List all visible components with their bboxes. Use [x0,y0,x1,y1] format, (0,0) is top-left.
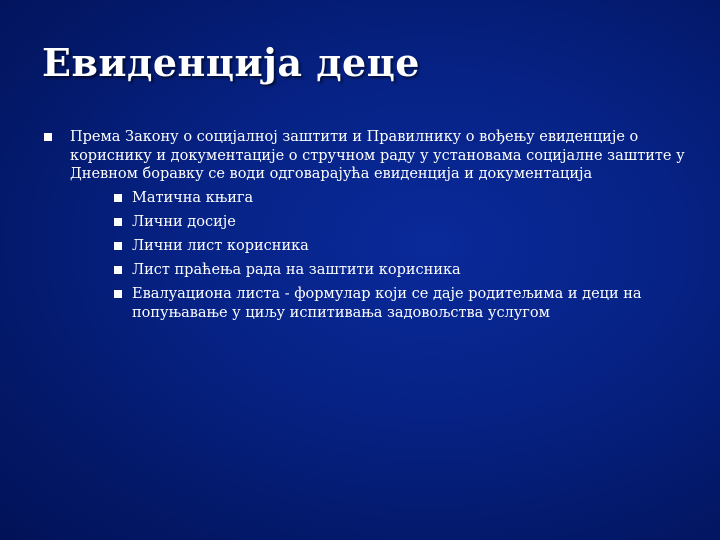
square-bullet-icon [114,242,122,250]
slide-title: Евиденција деце [42,40,420,85]
sub-bullet-item [44,282,694,323]
sub-bullet-item [44,186,694,210]
sub-bullet-item [44,210,694,234]
square-bullet-icon [114,290,122,298]
sub-bullet-list [44,186,694,323]
sub-bullet-item [44,234,694,258]
sub-bullet-text: Лични досије [132,213,236,230]
sub-bullet-text: Матична књига [132,189,254,206]
sub-bullet-text: Евалуациона листа - формулар који се даје родитељима и деци на попуњавање у циљу испитивања задовољства услугом [132,285,642,321]
slide-content [44,128,694,323]
square-bullet-icon [114,266,122,274]
square-bullet-icon [114,194,122,202]
sub-bullet-text: Лист праћења рада на заштити корисника [132,261,461,278]
main-bullet-item [44,128,694,184]
sub-bullet-text: Лични лист корисника [132,237,309,254]
main-bullet-text: Према Закону о социјалној заштити и Правилнику о вођењу евиденције о кориснику и документације о стручном раду у установама социјалне заштите у Дневном боравку се води одговарајућа евиденција и документација [70,129,685,182]
square-bullet-icon [114,218,122,226]
sub-bullet-item [44,258,694,282]
square-bullet-icon [44,133,52,141]
